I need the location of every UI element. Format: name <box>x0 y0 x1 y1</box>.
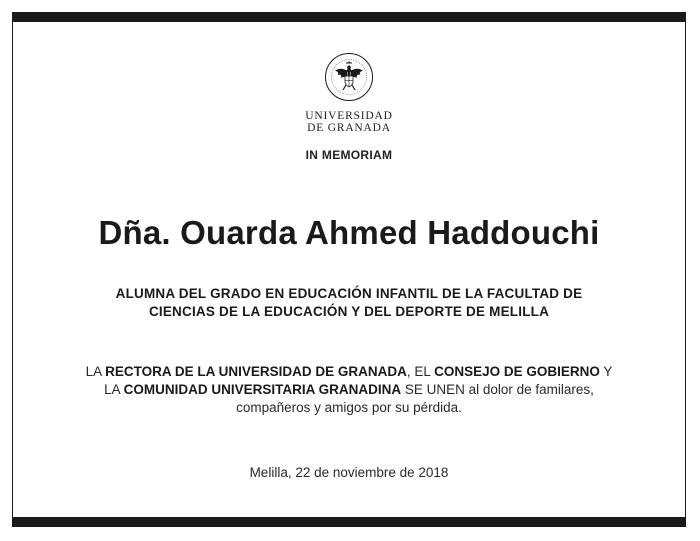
deceased-description <box>53 285 645 321</box>
place-and-date: Melilla, 22 de noviembre de 2018 <box>249 465 449 480</box>
rector-label: RECTORA DE LA UNIVERSIDAD DE GRANADA <box>105 364 407 379</box>
description-line-2: CIENCIAS DE LA EDUCACIÓN Y DEL DEPORTE DE MELILLA <box>148 304 550 319</box>
message-text: SE UNEN al dolor de familares, <box>401 382 594 397</box>
description-line-1: ALUMNA DEL GRADO EN EDUCACIÓN INFANTIL DE LA FACULTAD DE <box>115 286 583 301</box>
message-text: , EL <box>406 364 435 379</box>
message-line-2 <box>53 381 645 399</box>
eagle-seal-icon <box>324 52 374 102</box>
in-memoriam-heading: IN MEMORIAM <box>305 148 393 162</box>
memorial-notice <box>12 12 686 527</box>
message-text: LA <box>104 382 124 397</box>
university-name <box>13 110 685 134</box>
condolence-message <box>53 363 645 417</box>
university-community-label: COMUNIDAD UNIVERSITARIA GRANADINA <box>123 382 402 397</box>
message-text: LA <box>85 364 106 379</box>
university-seal <box>13 52 685 102</box>
university-name-line-1: UNIVERSIDAD <box>305 110 393 122</box>
university-name-line-2: DE GRANADA <box>307 122 391 134</box>
deceased-name: Dña. Ouarda Ahmed Haddouchi <box>98 214 600 251</box>
message-line-3: compañeros y amigos por su pérdida. <box>236 400 462 415</box>
message-text: Y <box>599 364 613 379</box>
governing-council-label: CONSEJO DE GOBIERNO <box>434 364 600 379</box>
message-line-1 <box>53 363 645 381</box>
